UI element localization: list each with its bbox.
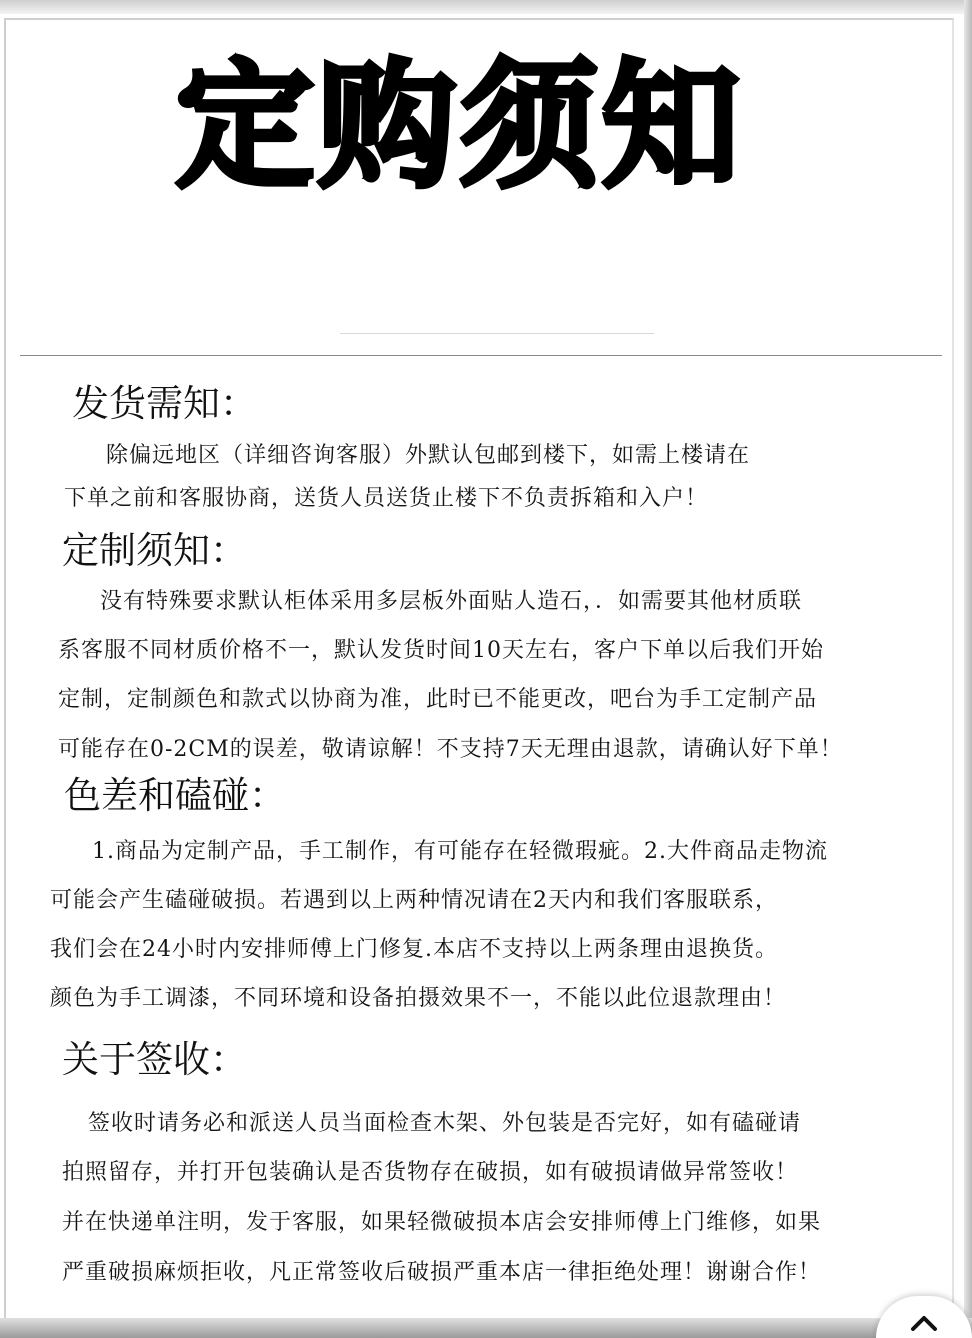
page-title: 定购须知 (176, 46, 745, 207)
section-heading-signing: 关于签收： (62, 1038, 247, 1081)
section-line: 可能存在0-2CM的误差，敬请谅解！不支持7天无理由退款，请确认好下单！ (58, 737, 843, 762)
section-line: 严重破损麻烦拒收，凡正常签收后破损严重本店一律拒绝处理！谢谢合作！ (62, 1260, 822, 1285)
section-line: 下单之前和客服协商，送货人员送货止楼下不负责拆箱和入户！ (64, 486, 709, 511)
section-line: 除偏远地区（详细咨询客服）外默认包邮到楼下，如需上楼请在 (106, 443, 751, 468)
section-line: 并在快递单注明，发于客服，如果轻微破损本店会安排师傅上门维修，如果 (62, 1210, 822, 1235)
right-edge-shadow (964, 0, 972, 1338)
section-line: 可能会产生磕碰破损。若遇到以上两种情况请在2天内和我们客服联系， (50, 888, 778, 913)
chevron-up-icon (909, 1314, 939, 1332)
section-heading-custom: 定制须知： (62, 529, 247, 572)
top-shadow-bar (0, 0, 972, 14)
section-line: 系客服不同材质价格不一，默认发货时间10天左右，客户下单以后我们开始 (58, 638, 824, 663)
section-line: 定制，定制颜色和款式以协商为准，此时已不能更改，吧台为手工定制产品 (58, 687, 818, 712)
section-line: 签收时请务必和派送人员当面检查木架、外包装是否完好，如有磕碰请 (88, 1111, 802, 1136)
section-line: 颜色为手工调漆，不同环境和设备拍摄效果不一，不能以此位退款理由！ (50, 986, 787, 1011)
section-heading-color-damage: 色差和磕碰： (64, 774, 286, 817)
section-line: 我们会在24小时内安排师傅上门修复.本店不支持以上两条理由退换货。 (50, 937, 778, 962)
bottom-shadow-band (0, 1318, 972, 1338)
faint-rule (340, 333, 654, 334)
section-line: 1.商品为定制产品，手工制作，有可能存在轻微瑕疵。2.大件商品走物流 (92, 839, 828, 864)
title-divider (20, 355, 942, 356)
section-line: 拍照留存，并打开包装确认是否货物存在破损，如有破损请做异常签收！ (62, 1160, 799, 1185)
section-heading-shipping: 发货需知： (72, 382, 257, 425)
section-line: 没有特殊要求默认柜体采用多层板外面贴人造石，．如需要其他材质联 (100, 589, 803, 614)
